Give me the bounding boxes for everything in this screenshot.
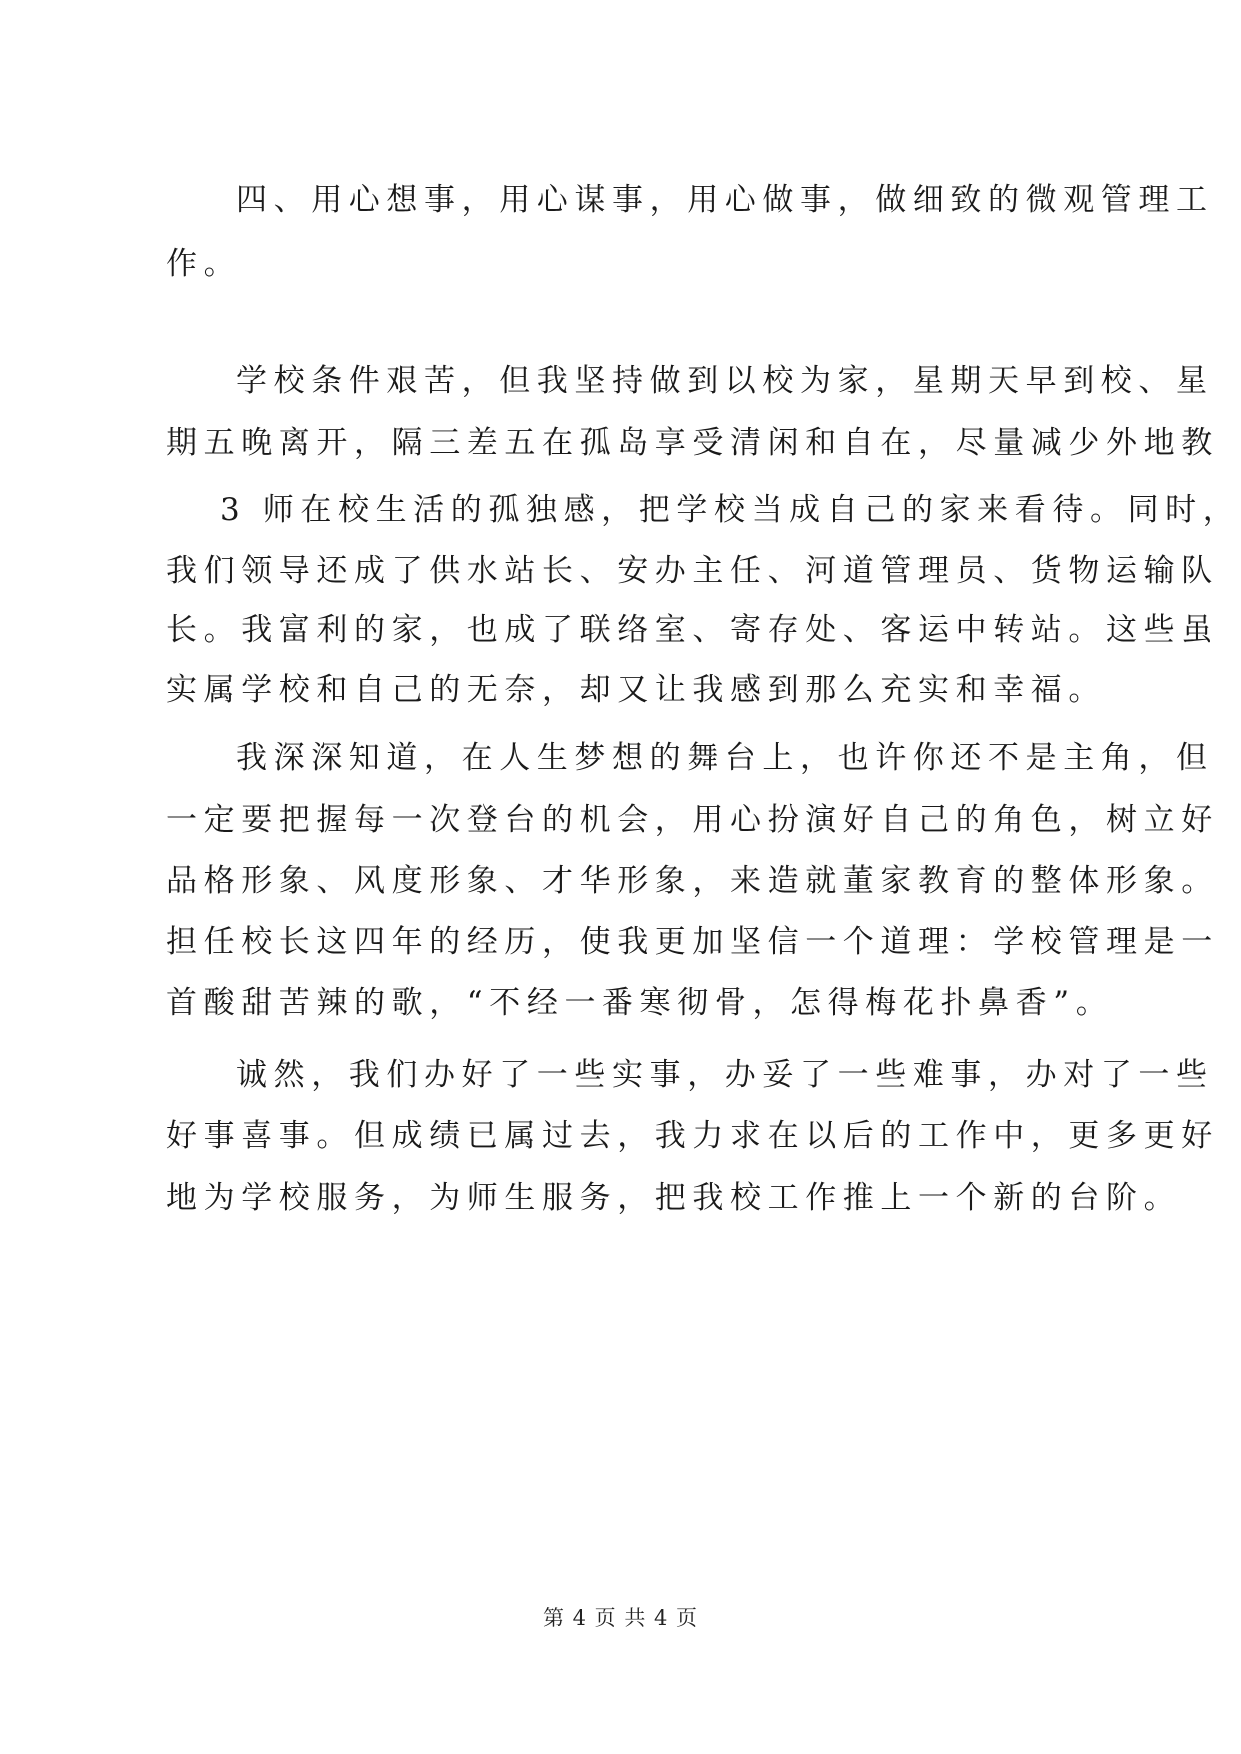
text-line: 地为学校服务，为师生服务，把我校工作推上一个新的台阶。 [166, 1180, 1182, 1216]
text-line: 我深深知道，在人生梦想的舞台上，也许你还不是主角，但 [236, 740, 1214, 776]
text-line: 期五晚离开，隔三差五在孤岛享受清闲和自在，尽量减少外地教 [166, 425, 1219, 461]
page-number-footer: 第 4 页 共 4 页 [542, 1606, 699, 1630]
text-line: 学校条件艰苦，但我坚持做到以校为家，星期天早到校、星 [236, 363, 1214, 399]
text-line: 我们领导还成了供水站长、安办主任、河道管理员、货物运输队 [166, 553, 1219, 589]
text-line: 首酸甜苦辣的歌，“不经一番寒彻骨，怎得梅花扑鼻香”。 [166, 985, 1114, 1021]
text-line: 作。 [166, 246, 242, 282]
text-line: 长。我富利的家，也成了联络室、寄存处、客运中转站。这些虽 [166, 612, 1219, 648]
text-line: 实属学校和自己的无奈，却又让我感到那么充实和幸福。 [166, 672, 1106, 708]
text-line: 一定要把握每一次登台的机会，用心扮演好自己的角色，树立好 [166, 802, 1219, 838]
text-line: 四、用心想事，用心谋事，用心做事，做细致的微观管理工 [236, 182, 1214, 218]
text-line: 担任校长这四年的经历，使我更加坚信一个道理：学校管理是一 [166, 924, 1219, 960]
text-line: 品格形象、风度形象、才华形象，来造就董家教育的整体形象。 [166, 863, 1219, 899]
text-line: 诚然，我们办好了一些实事，办妥了一些难事，办对了一些 [236, 1057, 1214, 1093]
text-line: 3 师在校生活的孤独感，把学校当成自己的家来看待。同时， [220, 492, 1241, 528]
text-line: 好事喜事。但成绩已属过去，我力求在以后的工作中，更多更好 [166, 1118, 1219, 1154]
